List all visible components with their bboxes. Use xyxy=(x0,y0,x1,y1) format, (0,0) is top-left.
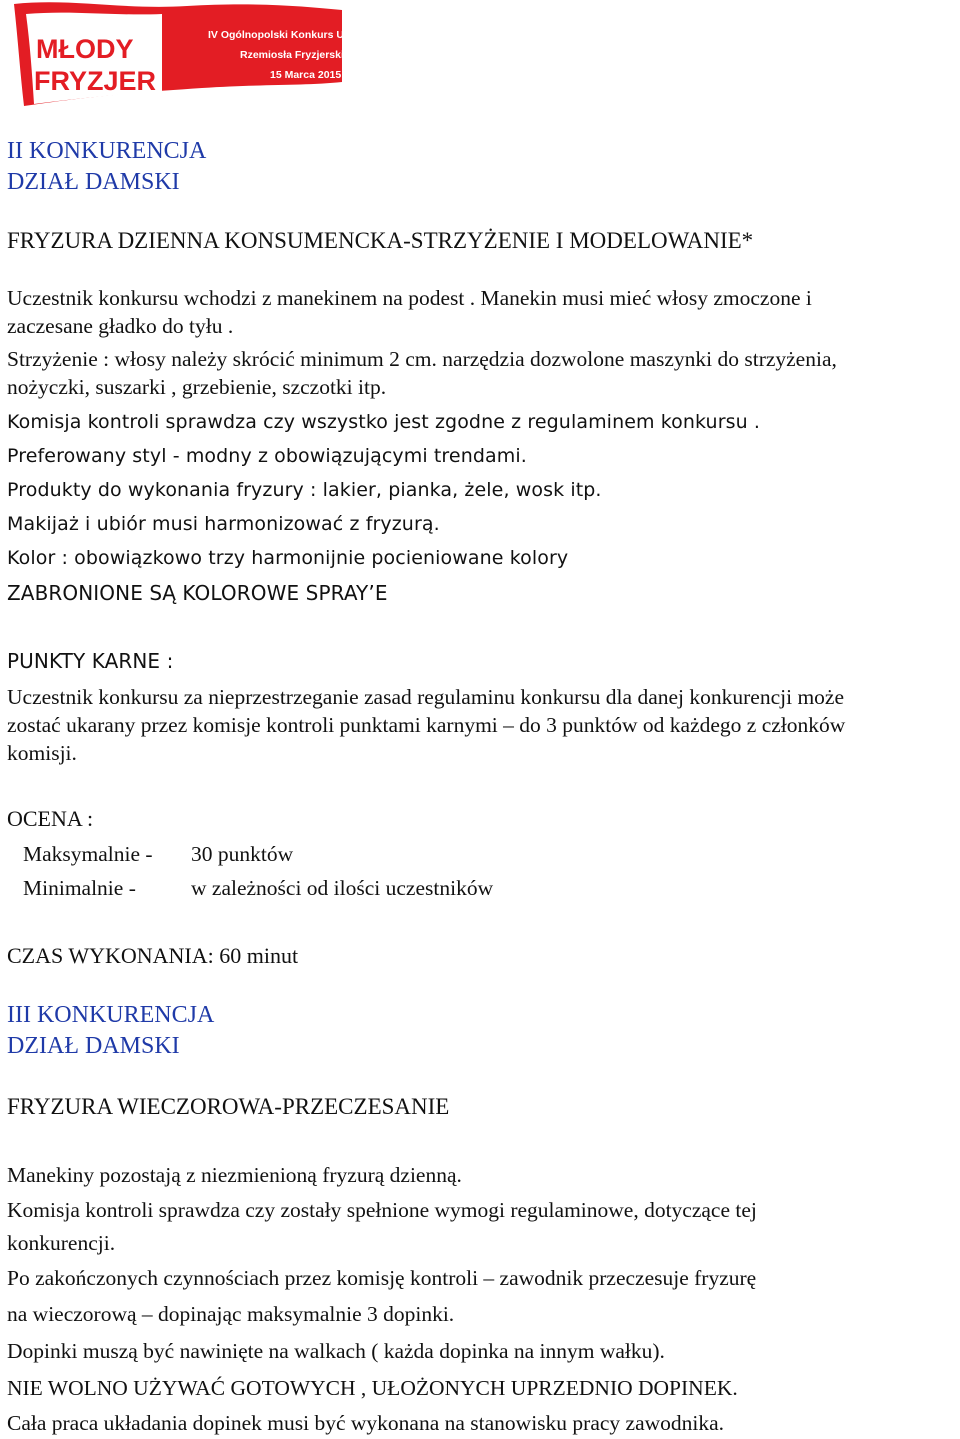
rule-5: Kolor : obowiązkowo trzy harmonijnie pocieniowane kolory xyxy=(7,547,569,569)
section2-division: DZIAŁ DAMSKI xyxy=(7,169,180,195)
section2-title: II KONKURENCJA xyxy=(7,138,207,164)
rule-4: Makijaż i ubiór musi harmonizować z fryzurą. xyxy=(7,513,440,535)
s3-line-4: Po zakończonych czynnościach przez komisję kontroli – zawodnik przeczesuje fryzurę xyxy=(7,1266,757,1290)
cut-line-1: Strzyżenie : włosy należy skrócić minimum 2 cm. narzędzia dozwolone maszynki do strzyżenia, xyxy=(7,347,837,371)
penalty-line-1: Uczestnik konkursu za nieprzestrzeganie zasad regulaminu konkursu dla danej konkurencji może xyxy=(7,685,844,709)
section3-heading: FRYZURA WIECZOROWA-PRZECZESANIE xyxy=(7,1094,450,1119)
penalty-title: PUNKTY KARNE : xyxy=(7,649,174,673)
logo-subtitle-line1: IV Ogólnopolski Konkurs Uczniów xyxy=(208,29,379,41)
logo-banner xyxy=(12,0,379,110)
rule-3: Produkty do wykonania fryzury : lakier, pianka, żele, wosk itp. xyxy=(7,479,602,501)
cut-line-2: nożyczki, suszarki , grzebienie, szczotki itp. xyxy=(7,375,387,399)
intro-line-1: Uczestnik konkursu wchodzi z manekinem na podest . Manekin musi mieć włosy zmoczone i xyxy=(7,286,812,310)
s3-line-8: Cała praca układania dopinek musi być wykonana na stanowisku pracy zawodnika. xyxy=(7,1411,725,1435)
rule-1: Komisja kontroli sprawdza czy wszystko jest zgodne z regulaminem konkursu . xyxy=(7,411,761,433)
section3-division: DZIAŁ DAMSKI xyxy=(7,1033,180,1059)
intro-line-2: zaczesane gładko do tyłu . xyxy=(7,314,234,338)
s3-line-5: na wieczorową – dopinając maksymalnie 3 dopinki. xyxy=(7,1302,455,1326)
time-limit: CZAS WYKONANIA: 60 minut xyxy=(7,943,299,968)
logo-title-line2: FRYZJER xyxy=(34,66,157,96)
score-title: OCENA : xyxy=(7,806,94,831)
section3-title: III KONKURENCJA xyxy=(7,1002,215,1028)
s3-line-2: Komisja kontroli sprawdza czy zostały spełnione wymogi regulaminowe, dotyczące tej xyxy=(7,1198,757,1222)
score-max-label: Maksymalnie - xyxy=(23,842,153,866)
rule-2: Preferowany styl - modny z obowiązującymi trendami. xyxy=(7,445,527,467)
score-min-value: w zależności od ilości uczestników xyxy=(191,876,494,900)
rule-6-warning: ZABRONIONE SĄ KOLOROWE SPRAY’E xyxy=(7,581,388,605)
penalty-line-2: zostać ukarany przez komisje kontroli punktami karnymi – do 3 punktów od każdego z członków xyxy=(7,713,846,737)
section2-heading: FRYZURA DZIENNA KONSUMENCKA-STRZYŻENIE I MODELOWANIE* xyxy=(7,228,754,253)
s3-line-7: NIE WOLNO UŻYWAĆ GOTOWYCH , UŁOŻONYCH UPRZEDNIO DOPINEK. xyxy=(7,1376,738,1400)
s3-line-1: Manekiny pozostają z niezmienioną fryzurą dzienną. xyxy=(7,1163,462,1187)
logo-title-line1: MŁODY xyxy=(36,34,134,64)
competition-logo xyxy=(12,0,379,110)
logo-date: 15 Marca 2015 xyxy=(270,69,342,81)
penalty-line-3: komisji. xyxy=(7,741,77,765)
score-max-value: 30 punktów xyxy=(191,842,294,866)
logo-subtitle-line2: Rzemiosła Fryzjerskiego xyxy=(240,49,363,61)
s3-line-6: Dopinki muszą być nawinięte na walkach ( każda dopinka na innym wałku). xyxy=(7,1339,665,1363)
score-min-label: Minimalnie - xyxy=(23,876,136,900)
s3-line-3: konkurencji. xyxy=(7,1231,116,1255)
